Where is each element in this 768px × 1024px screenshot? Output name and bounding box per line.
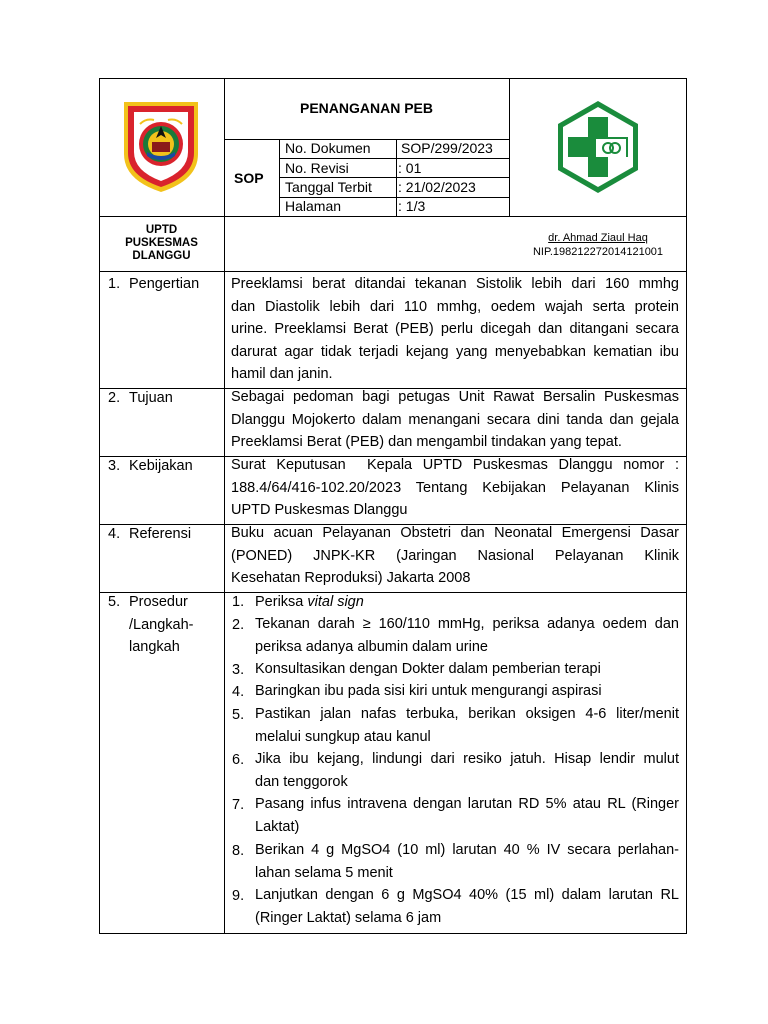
- step-text-prefix: Periksa: [255, 594, 308, 610]
- step-text: Konsultasikan dengan Dokter dalam pemberian terapi: [255, 661, 601, 677]
- step-text: Pasang infus intravena dengan larutan RD 5% atau RL (Ringer: [255, 796, 679, 812]
- puskesmas-logo: [550, 99, 646, 195]
- step-text: melalui sungkup atau kanul: [255, 729, 431, 745]
- step-number: 1.: [232, 594, 245, 610]
- meta-label-revision: No. Revisi: [285, 160, 349, 176]
- section-title-prosedur: langkah: [129, 639, 180, 655]
- step-text: Lanjutkan dengan 6 g MgSO4 40% (15 ml) dalam larutan RL: [255, 887, 679, 903]
- section-number: 2.: [108, 390, 121, 406]
- paragraph-line: 188.4/64/416-102.20/2023 Tentang Kebijakan Pelayanan Klinis: [231, 480, 679, 496]
- divider: [279, 158, 509, 159]
- step-text-emphasis: vital sign: [307, 594, 364, 610]
- regency-crest-logo: [120, 98, 202, 194]
- step-number: 7.: [232, 797, 245, 813]
- step-text: [255, 594, 364, 610]
- step-text: dan tenggorok: [255, 774, 348, 790]
- section-number: 1.: [108, 276, 121, 292]
- meta-value-document-number: SOP/299/2023: [401, 140, 493, 156]
- signatory-name: dr. Ahmad Ziaul Haq: [548, 232, 648, 244]
- step-number: 5.: [232, 707, 245, 723]
- section-title-prosedur: /Langkah-: [129, 617, 194, 633]
- document-title: PENANGANAN PEB: [299, 100, 433, 116]
- section-number: 3.: [108, 458, 121, 474]
- meta-label-page: Halaman: [285, 198, 342, 214]
- paragraph-line: Buku acuan Pelayanan Obstetri dan Neonatal Emergensi Dasar: [231, 525, 679, 541]
- section-title-pengertian: Pengertian: [129, 276, 200, 292]
- divider: [509, 78, 510, 216]
- step-text: Tekanan darah ≥ 160/110 mmHg, periksa adanya oedem dan: [255, 616, 679, 632]
- step-text: Jika ibu kejang, lindungi dari resiko jatuh. Hisap lendir mulut: [255, 751, 679, 767]
- divider: [99, 216, 687, 217]
- paragraph-line: (PONED) JNPK-KR (Jaringan Nasional Pelayanan Klinik: [231, 548, 679, 564]
- section-title-referensi: Referensi: [129, 526, 192, 542]
- section-title-prosedur: Prosedur: [129, 594, 188, 610]
- signatory-nip: NIP.198212272014121001: [532, 246, 664, 258]
- paragraph-line: Dlanggu Mojokerto dalam menangani secara dini tanda dan gejala: [231, 412, 679, 428]
- paragraph-line: Surat Keputusan Kepala UPTD Puskesmas Dlanggu nomor :: [231, 457, 679, 473]
- meta-value-revision: : 01: [398, 160, 422, 176]
- divider: [99, 271, 687, 272]
- step-text: Baringkan ibu pada sisi kiri untuk mengurangi aspirasi: [255, 683, 602, 699]
- meta-value-issue-date: : 21/02/2023: [398, 179, 476, 195]
- paragraph-line: darurat agar tidak terjadi kejang yang menyebabkan kematian ibu: [231, 344, 679, 360]
- step-text: Berikan 4 g MgSO4 (10 ml) larutan 40 % IV secara perlahan-: [255, 842, 679, 858]
- step-number: 3.: [232, 662, 245, 678]
- step-number: 6.: [232, 752, 245, 768]
- step-number: 8.: [232, 843, 245, 859]
- paragraph-line: Preeklamsi Berat (PEB) dan mengambil tindakan yang tepat.: [231, 434, 622, 450]
- step-text: lahan selama 5 menit: [255, 865, 393, 881]
- paragraph-line: Kesehatan Reproduksi) Jakarta 2008: [231, 570, 471, 586]
- step-number: 4.: [232, 684, 245, 700]
- paragraph-line: urine. Preeklamsi Berat (PEB) perlu dicegah dan ditangani secara: [231, 321, 679, 337]
- org-name-line: PUSKESMAS: [125, 237, 198, 249]
- org-name-line: UPTD: [145, 224, 178, 236]
- meta-value-page: : 1/3: [398, 198, 426, 214]
- divider: [99, 592, 687, 593]
- section-number: 4.: [108, 526, 121, 542]
- step-text: Pastikan jalan nafas terbuka, berikan oksigen 4-6 liter/menit: [255, 706, 679, 722]
- paragraph-line: Preeklamsi berat ditandai tekanan Sistolik lebih dari 160 mmhg: [231, 276, 679, 292]
- divider: [279, 177, 509, 178]
- section-title-tujuan: Tujuan: [129, 390, 173, 406]
- sop-label: SOP: [234, 170, 264, 186]
- step-text: periksa adanya albumin dalam urine: [255, 639, 488, 655]
- paragraph-line: dan Diastolik lebih dari 110 mmhg, oedem wajah serta protein: [231, 299, 679, 315]
- section-title-kebijakan: Kebijakan: [129, 458, 193, 474]
- step-text: (Ringer Laktat) selama 6 jam: [255, 910, 442, 926]
- section-number: 5.: [108, 594, 121, 610]
- divider: [224, 78, 225, 934]
- step-number: 2.: [232, 617, 245, 633]
- org-name-line: DLANGGU: [132, 250, 191, 262]
- step-text: Laktat): [255, 819, 300, 835]
- paragraph-line: UPTD Puskesmas Dlanggu: [231, 502, 408, 518]
- paragraph-line: hamil dan janin.: [231, 366, 333, 382]
- paragraph-line: Sebagai pedoman bagi petugas Unit Rawat Bersalin Puskesmas: [231, 389, 679, 405]
- step-number: 9.: [232, 888, 245, 904]
- meta-label-document-number: No. Dokumen: [285, 140, 371, 156]
- meta-label-issue-date: Tanggal Terbit: [285, 179, 372, 195]
